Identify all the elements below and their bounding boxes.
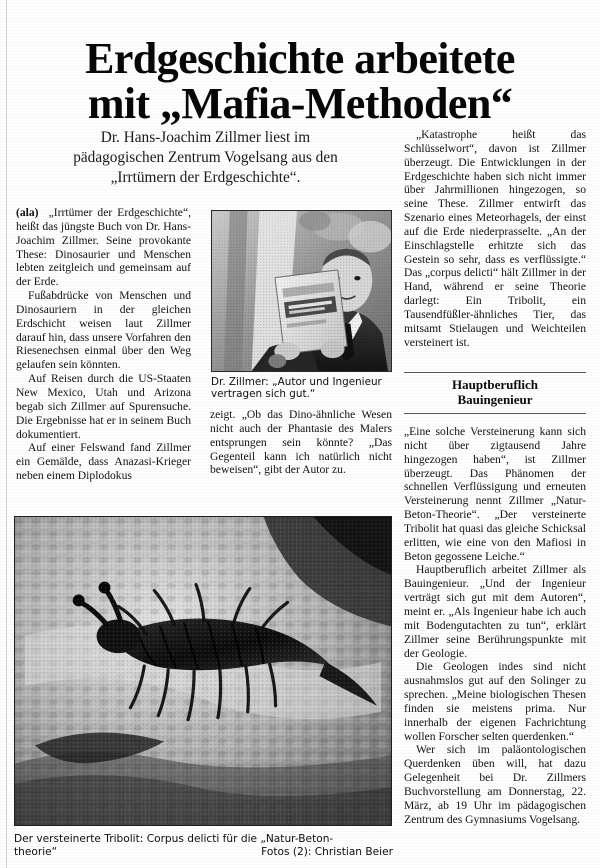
article-column-4 <box>404 425 586 826</box>
paragraph-text: zeigt. „Ob das Dino-ähnliche Wesen nicht auch der Phantasie des Malers entsprungen sein könnte? „Das Gegenteil kann ich natürlich nicht beweisen“, gibt der Autor zu. <box>210 408 392 477</box>
article-byline: (ala) <box>16 206 39 219</box>
paragraph <box>404 128 586 350</box>
paragraph <box>404 563 586 660</box>
paragraph <box>16 289 191 372</box>
crosshead-line-1: Hauptberuflich <box>452 377 538 392</box>
deck-line-1: Dr. Hans-Joachim Zillmer liest im <box>100 129 311 146</box>
page-title <box>14 34 586 129</box>
caption-text-line-1: Der versteinerte Tribolit: Corpus delicti für die „Natur-Beton- <box>14 833 334 845</box>
crosshead-line-2: Bauingenieur <box>457 391 533 407</box>
article-column-3 <box>404 128 586 350</box>
photo-credit: Fotos (2): Christian Beier <box>261 846 393 859</box>
fossil-illustration <box>15 517 391 825</box>
article-deck <box>18 128 393 188</box>
paragraph <box>16 206 191 289</box>
article-column-2 <box>210 408 392 477</box>
paragraph-text: „Irrtümer der Erdgeschichte“, heißt das jüngste Buch von Dr. Hans-Joachim Zillmer. Seine provokante These: Dinosaurier und Menschen lebten zeitgleich und gemeinsam auf der Erde. <box>16 206 191 289</box>
photo-fossil-tribolit <box>14 516 392 826</box>
paragraph-text: Hauptberuflich arbeitet Zillmer als Bauingenieur. „Und der Ingenieur verträgt sich gut mit dem Autoren“, meint er. „Als Ingenieur habe ich auch mit Bodengutachten zu tun“, erklärt Zillmer seine Berührungspunkte mit der Geologie. <box>404 563 586 660</box>
paragraph <box>210 408 392 477</box>
caption-text: Dr. Zillmer: „Autor und Ingenieur vertragen sich gut.“ <box>211 376 382 401</box>
paragraph <box>404 425 586 563</box>
photo-zillmer-portrait <box>211 210 392 372</box>
paragraph-text: „Katastrophe heißt das Schlüsselwort“, davon ist Zillmer überzeugt. Die Entwicklungen in der Erdgeschichte haben sich nicht immer über Jahrmillionen hingezogen, so seine These. Zillmer entwirft das Szenario eines Meteorhagels, der einst auf die Erde niederprasselte. „An der Einschlagstelle erhitzte sich das Gestein so sehr, dass es verflüssigte.“ Das „corpus delicti“ hält Zillmer in der Hand, während er seine Theorie darlegt: Ein Tribolit, ein Tausendfüßler-ähnliches Tier, das mitsamt Stielaugen und Weichteilen versteinert ist. <box>404 128 586 349</box>
paragraph <box>404 660 586 743</box>
caption-fossil-photo <box>14 833 393 859</box>
paragraph-text: Wer sich im paläontologischen Querdenken üben will, hat dazu Gelegenheit bei Dr. Zillmers Buchvorstellung am Donnerstag, 22. März, ab 19 Uhr im pädagogischen Zentrum des Gymnasiums Vogelsang. <box>404 743 586 826</box>
paragraph-text: Die Geologen indes sind nicht ausnahmslos gut auf den Solinger zu sprechen. „Meine biologischen Thesen finden sie meistens prima. Nur innerhalb der eigenen Fachrichtung wollen Forscher selten querdenken.“ <box>404 660 586 743</box>
page-left-edge-rule <box>6 0 7 868</box>
headline-line-1: Erdgeschichte arbeitete <box>85 34 515 84</box>
paragraph-text: „Eine solche Versteinerung kann sich nicht über zigtausend Jahre hingezogen haben“, ist Zillmer überzeugt. Das Phänomen der schnellen Verflüssigung und erneuten Versteinerung nennt Zillmer „Natur-Beton-Theorie“. „Der versteinerte Tribolit hat quasi das gleiche Schicksal erlitten, wie eine von den Mafiosi in Beton gegossene Leiche.“ <box>404 425 586 563</box>
paragraph-text: Auf Reisen durch die US-Staaten New Mexico, Utah und Arizona begab sich Zillmer auf Spurensuche. Die Ergebnisse hat er in seinem Buch dokumentiert. <box>16 372 191 441</box>
paragraph-text: Auf einer Felswand fand Zillmer ein Gemälde, dass Anazasi-Krieger neben einem Diplodokus <box>16 441 191 483</box>
paragraph <box>404 743 586 826</box>
headline-line-2: mit „Mafia-Methoden“ <box>87 79 513 129</box>
caption-text-line-2: theorie“ <box>14 845 58 858</box>
crosshead-hauptberuflich-bauingenieur <box>404 372 586 414</box>
paragraph <box>16 372 191 441</box>
paragraph-text: Fußabdrücke von Menschen und Dinosauriern in der gleichen Erdschicht weisen laut Zillmer darauf hin, dass unsere Vorfahren den Riesenechsen einmal über den Weg gelaufen sein könnten. <box>16 289 191 372</box>
caption-zillmer-portrait <box>211 376 393 401</box>
article-column-1 <box>16 206 191 483</box>
deck-line-2: pädagogischen Zentrum Vogelsang aus den <box>73 148 338 166</box>
portrait-illustration <box>212 211 391 371</box>
deck-line-3: „Irrtümern der Erdgeschichte“. <box>110 168 301 186</box>
paragraph <box>16 441 191 483</box>
